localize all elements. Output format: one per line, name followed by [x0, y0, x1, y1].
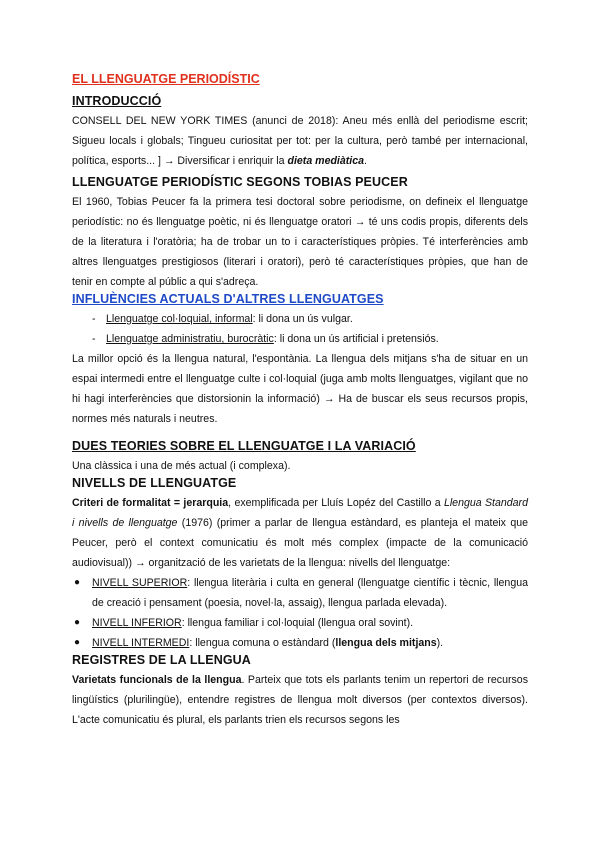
level-bold: llengua dels mitjans: [335, 637, 437, 649]
level-desc: : llengua familiar i col·loquial (llengua oral sovint).: [181, 617, 414, 629]
theories-heading: DUES TEORIES SOBRE EL LLENGUATGE I LA VARIACIÓ: [72, 439, 416, 453]
registers-lead: Varietats funcionals de la llengua: [72, 674, 242, 686]
influence-desc: : li dona un ús artificial i pretensiós.: [273, 333, 439, 345]
list-item: [72, 633, 528, 653]
registers-heading: REGISTRES DE LA LLENGUA: [72, 653, 251, 667]
levels-heading: NIVELLS DE LLENGUATGE: [72, 476, 237, 490]
levels-text-1: , exemplificada per Lluís Lopéz del Castillo a: [228, 497, 444, 509]
list-item: [72, 573, 528, 613]
intro-paragraph: [72, 111, 528, 171]
level-term: NIVELL INTERMEDI: [92, 637, 190, 649]
list-item: [92, 309, 528, 329]
registers-paragraph: [72, 670, 528, 730]
intro-emphasis: dieta mediàtica: [287, 155, 365, 167]
bullet-icon: ●: [74, 637, 81, 648]
intro-heading: INTRODUCCIÓ: [72, 94, 162, 108]
level-term: NIVELL INFERIOR: [92, 617, 182, 629]
level-end: ).: [436, 637, 444, 649]
influence-desc: : li dona un ús vulgar.: [252, 313, 353, 325]
levels-list: [72, 573, 528, 653]
level-term: NIVELL SUPERIOR: [92, 577, 188, 589]
bullet-icon: ●: [74, 577, 81, 588]
influences-list: [72, 309, 528, 349]
levels-book-title: Llengua Standard i nivells de llenguatge: [72, 497, 528, 529]
list-item: [72, 613, 528, 633]
levels-paragraph: [72, 493, 528, 573]
peucer-heading: LLENGUATGE PERIODÍSTIC SEGONS TOBIAS PEUCER: [72, 175, 408, 189]
influences-paragraph: La millor opció és la llengua natural, l'espontània. La llengua dels mitjans s'ha de situar en un espai intermedi entre el llenguatge culte i col·loquial (juga amb molts llenguatges, vigilant que no hi hagi interferències que distorsionin la informació) → Ha de buscar els seus recursos propis, normes més naturals i neutres.: [72, 353, 528, 425]
list-item: [92, 329, 528, 349]
registers-text: . Parteix que tots els parlants tenim un repertori de recursos lingüístics (plurilingüe), entendre registres de llengua molt diversos (per contextos diversos). L'acte comunicatiu és plural, els parlants trien els recursos segons les: [72, 674, 528, 726]
intro-text: CONSELL DEL NEW YORK TIMES (anunci de 2018): Aneu més enllà del periodisme escrit; Sigueu locals i globals; Tingueu curiositat per tot: per la cultura, però també per internacional, política, esports... ] → Diversificar i enriquir la: [72, 115, 528, 167]
levels-lead: Criteri de formalitat = jerarquia: [72, 497, 229, 509]
influences-heading: INFLUÈNCIES ACTUALS D'ALTRES LLENGUATGES: [72, 292, 384, 306]
influence-term: Llenguatge administratiu, burocràtic: [106, 333, 274, 345]
level-desc: : llengua literària i culta en general (llenguatge científic i tècnic, llengua de creació i pensament (poesia, novel·la, assaig), llengua parlada elevada).: [92, 577, 528, 609]
document-title: EL LLENGUATGE PERIODÍSTIC: [72, 72, 260, 86]
theories-paragraph: Una clàssica i una de més actual (i complexa).: [72, 460, 291, 472]
bullet-icon: ●: [74, 617, 81, 628]
intro-end: .: [364, 155, 367, 167]
influence-term: Llenguatge col·loquial, informal: [106, 313, 253, 325]
peucer-paragraph: El 1960, Tobias Peucer fa la primera tesi doctoral sobre periodisme, on defineix el llenguatge periodístic: no és llenguatge poètic, ni és llenguatge oratori → té uns codis propis, diferents dels de la literatura i l'oratòria; ha de trobar un to i característiques pròpies. Té interferències amb altres llenguatges prestigiosos (literari i oratori), però té característiques pròpies, que han de tenir en compte al públic a qui s'adreça.: [72, 196, 528, 288]
level-desc: : llengua comuna o estàndard (: [189, 637, 336, 649]
levels-text-2: (1976) (primer a parlar de llengua estàndard, es planteja el mateix que Peucer, però el context comunicatiu és molt més complex (impacte de la comunicació audiovisual)) → organització de les varietats de la llengua: nivells del llenguatge:: [72, 517, 528, 569]
